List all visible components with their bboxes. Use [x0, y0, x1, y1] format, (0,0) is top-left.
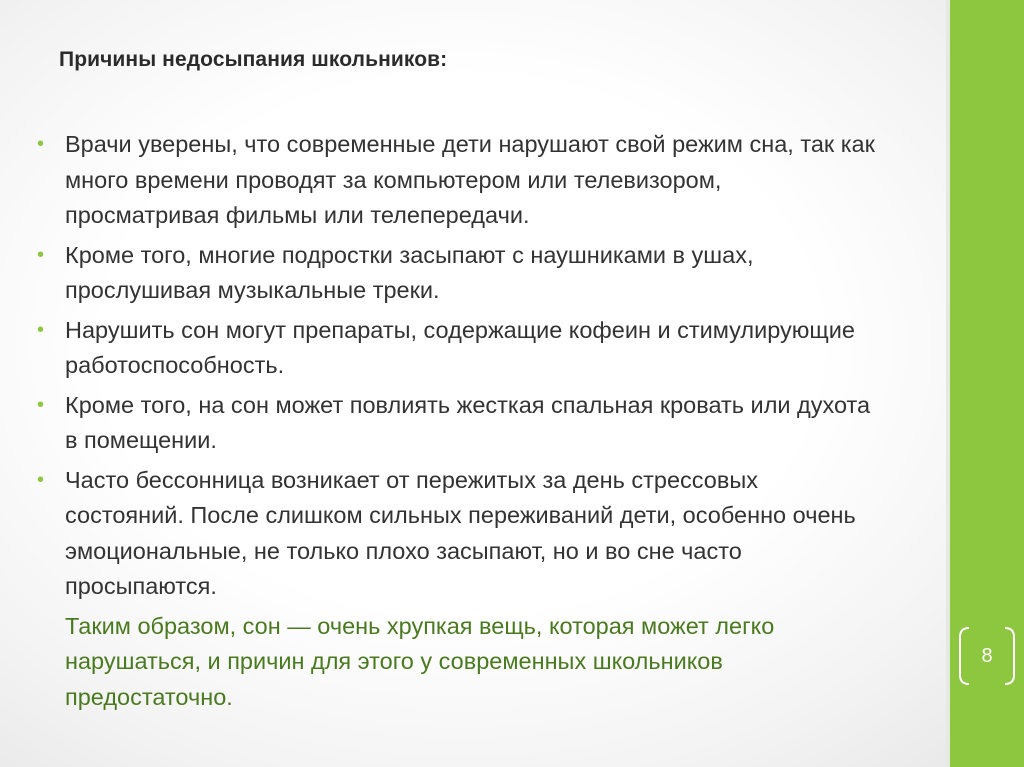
- bullet-item: [37, 238, 877, 309]
- bullet-icon: •: [37, 318, 45, 341]
- slide-content: [37, 127, 877, 715]
- bullet-icon: •: [37, 468, 45, 491]
- summary-text: Таким образом, сон — очень хрупкая вещь, которая может легко нарушаться, и причин для этого у современных школьников предостаточно.: [65, 612, 775, 710]
- bullet-icon: •: [37, 393, 45, 416]
- bullet-text: Кроме того, многие подростки засыпают с наушниками в ушах, прослушивая музыкальные треки.: [65, 241, 754, 303]
- page-number-badge: [957, 625, 1017, 687]
- bullet-item: [37, 463, 877, 605]
- bullet-icon: •: [37, 133, 45, 155]
- bullet-item: [37, 127, 877, 234]
- bullet-icon: •: [37, 243, 45, 266]
- bullet-item: [37, 313, 877, 384]
- page-number: 8: [981, 645, 993, 667]
- slide-title: Причины недосыпания школьников:: [59, 48, 448, 71]
- bullet-text: Нарушить сон могут препараты, содержащие кофеин и стимулирующие работоспособность.: [65, 316, 855, 378]
- bullet-text: Кроме того, на сон может повлиять жесткая спальная кровать или духота в помещении.: [65, 391, 871, 453]
- bullet-text: Часто бессонница возникает от пережитых за день стрессовых состояний. После слишком сильных переживаний дети, особенно очень эмоциональные, не только плохо засыпают, но и во сне часто просыпаются.: [65, 466, 856, 599]
- bullet-item: [37, 388, 877, 459]
- bullet-text: Врачи уверены, что современные дети нарушают свой режим сна, так как много времени проводят за компьютером или телевизором, просматривая фильмы или телепередачи.: [65, 131, 875, 228]
